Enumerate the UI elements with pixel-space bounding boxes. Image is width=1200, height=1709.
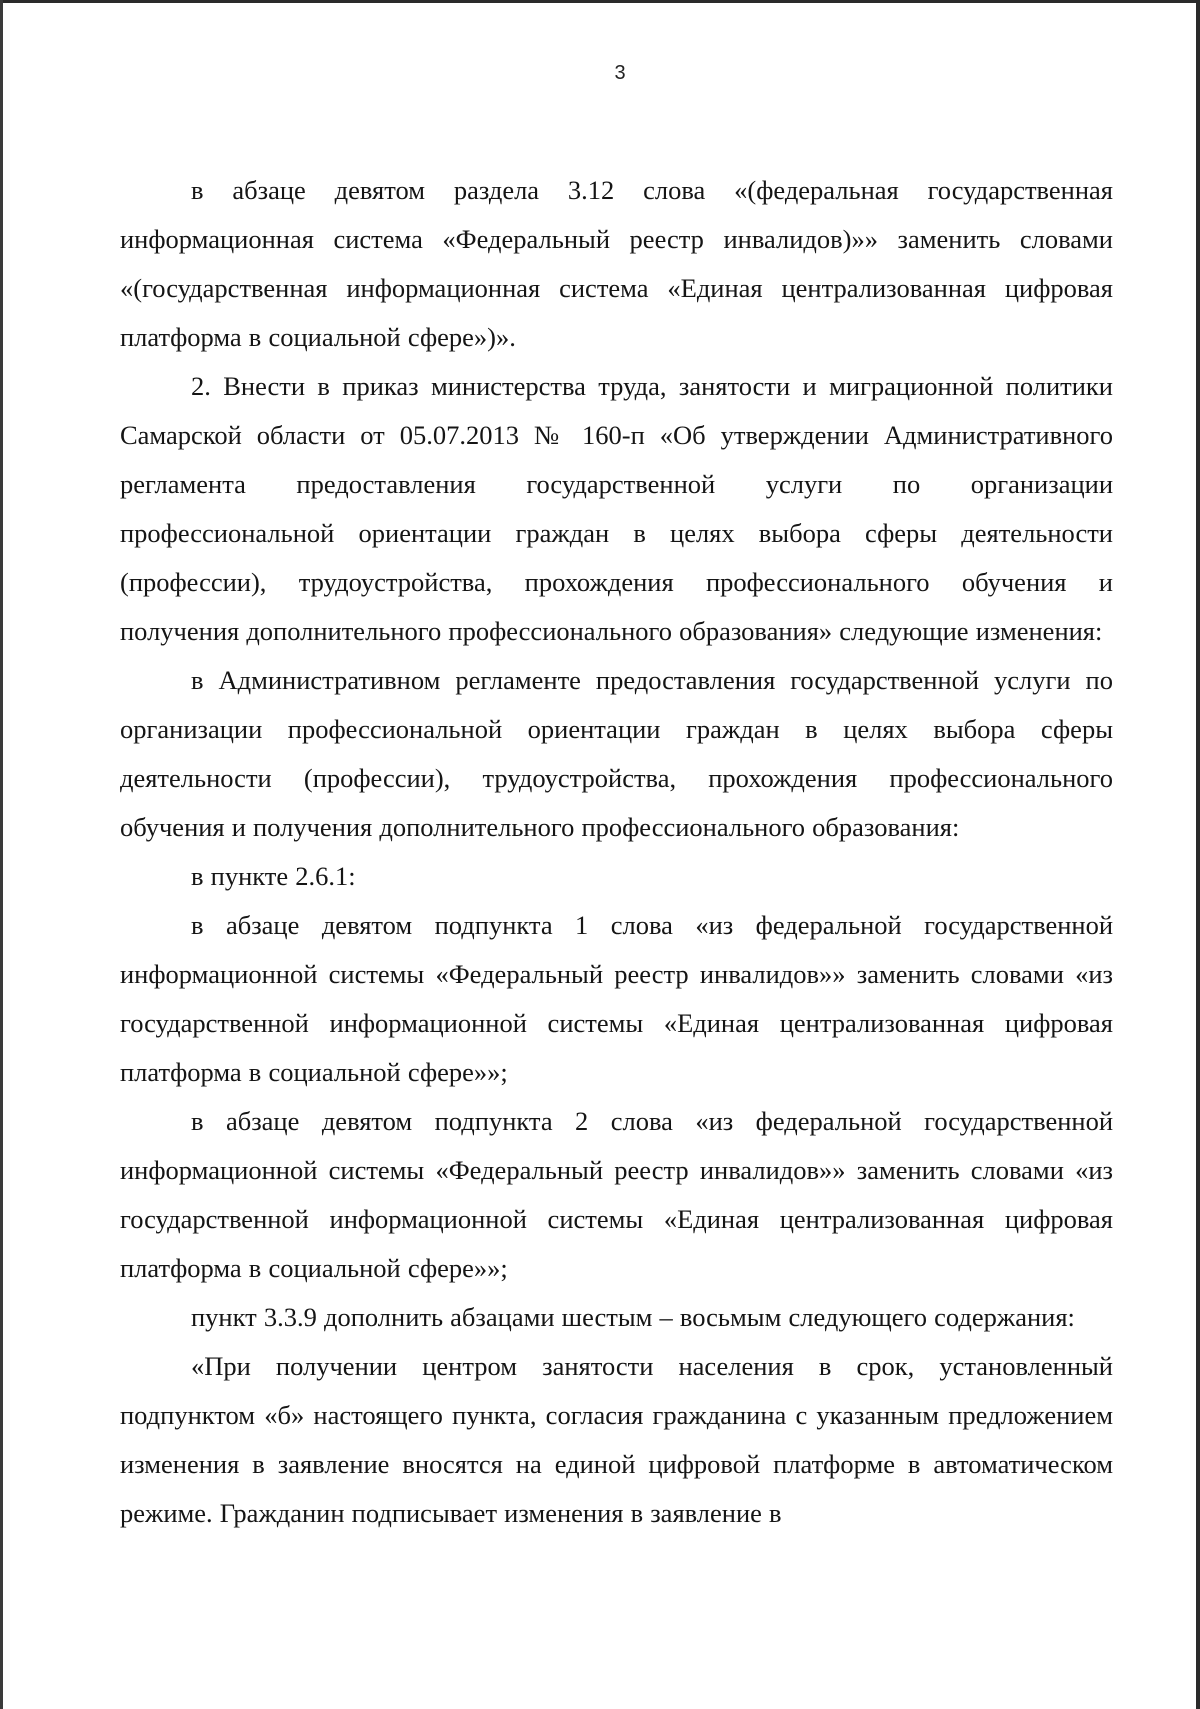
paragraph-section-3-12: в абзаце девятом раздела 3.12 слова «(федеральная государственная информационная система «Федеральный реестр инвалидов)»» заменить словами «(государственная информационная система «Единая централизованная цифровая платформа в социальной сфере»)». bbox=[120, 175, 1113, 352]
paragraph-point-3-3-9: пункт 3.3.9 дополнить абзацами шестым – восьмым следующего содержания: bbox=[191, 1302, 1075, 1332]
document-body bbox=[120, 166, 1113, 1538]
page-number: 3 bbox=[614, 62, 626, 84]
paragraph-point-2-6-1: в пункте 2.6.1: bbox=[191, 861, 356, 891]
paragraph-quoted-addition: «При получении центром занятости населения в срок, установленный подпунктом «б» настоящего пункта, согласия гражданина с указанным предложением изменения в заявление вносятся на единой цифровой платформе в автоматическом режиме. Гражданин подписывает изменения в заявление в bbox=[120, 1351, 1113, 1528]
scan-border-right bbox=[1196, 0, 1200, 1709]
scan-border-left bbox=[0, 0, 3, 1709]
scan-border-top bbox=[0, 0, 1200, 3]
paragraph-regulation-intro: в Административном регламенте предоставления государственной услуги по организации профессиональной ориентации граждан в целях выбора сферы деятельности (профессии), трудоустройства, прохождения профессионального обучения и получения дополнительного профессионального образования: bbox=[120, 665, 1113, 842]
paragraph-subpoint-2: в абзаце девятом подпункта 2 слова «из федеральной государственной информационной системы «Федеральный реестр инвалидов»» заменить словами «из государственной информационной системы «Единая централизованная цифровая платформа в социальной сфере»»; bbox=[120, 1106, 1113, 1283]
paragraph-item-2-order: 2. Внести в приказ министерства труда, занятости и миграционной политики Самарской области от 05.07.2013 № 160-п «Об утверждении Административного регламента предоставления государственной услуги по организации профессиональной ориентации граждан в целях выбора сферы деятельности (профессии), трудоустройства, прохождения профессионального обучения и получения дополнительного профессионального образования» следующие изменения: bbox=[120, 371, 1113, 646]
paragraph-subpoint-1: в абзаце девятом подпункта 1 слова «из федеральной государственной информационной системы «Федеральный реестр инвалидов»» заменить словами «из государственной информационной системы «Единая централизованная цифровая платформа в социальной сфере»»; bbox=[120, 910, 1113, 1087]
